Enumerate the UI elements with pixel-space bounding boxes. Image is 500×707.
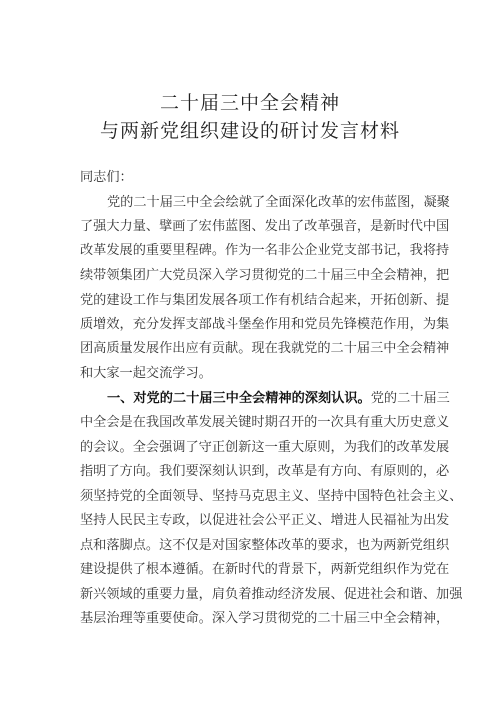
intro-line: 了强大力量、擘画了宏伟蓝图、发出了改革强音，是新时代中国 [80, 219, 450, 234]
intro-line: 改革发展的重要里程碑。作为一名非公企业党支部书记，我将持 [80, 243, 450, 258]
section-1-heading: 一、对党的二十届三中全会精神的深刻认识。 [107, 391, 371, 406]
intro-line: 和大家一起交流学习。 [80, 366, 212, 381]
section-1-first-line-text: 党的二十届三 [370, 391, 450, 406]
intro-line: 质增效，充分发挥支部战斗堡垒作用和党员先锋模范作用，为集 [80, 317, 450, 332]
section-1-line: 点和落脚点。这不仅是对国家整体改革的要求，也为两新党组织 [80, 538, 450, 553]
section-1-line: 须坚持党的全面领导、坚持马克思主义、坚持中国特色社会主义、 [80, 489, 463, 504]
section-1-line: 坚持人民民主专政，以促进社会公平正义、增进人民福祉为出发 [80, 513, 450, 528]
salutation: 同志们： [80, 170, 133, 185]
intro-line: 续带领集团广大党员深入学习贯彻党的二十届三中全会精神，把 [80, 268, 450, 283]
intro-line: 党的二十届三中全会绘就了全面深化改革的宏伟蓝图，凝聚 [107, 195, 450, 210]
section-1-line: 建设提供了根本遵循。在新时代的背景下，两新党组织作为党在 [80, 562, 450, 577]
document-title-line-2: 与两新党组织建设的研讨发言材料 [99, 120, 400, 142]
intro-line: 团高质量发展作出应有贡献。现在我就党的二十届三中全会精神 [80, 341, 450, 356]
intro-line: 党的建设工作与集团发展各项工作有机结合起来，开拓创新、提 [80, 293, 450, 308]
document-title-line-1: 二十届三中全会精神 [159, 92, 340, 114]
section-1-line: 中全会是在我国改革发展关键时期召开的一次具有重大历史意义 [80, 415, 450, 430]
section-1-line: 新兴领域的重要力量，肩负着推动经济发展、促进社会和谐、加强 [80, 587, 463, 602]
section-1-line: 基层治理等重要使命。深入学习贯彻党的二十届三中全会精神， [80, 611, 450, 626]
section-1-line: 指明了方向。我们要深刻认识到，改革是有方向、有原则的，必 [80, 464, 450, 479]
section-1-first-line [107, 390, 450, 408]
section-1-line: 的会议。全会强调了守正创新这一重大原则，为我们的改革发展 [80, 440, 450, 455]
